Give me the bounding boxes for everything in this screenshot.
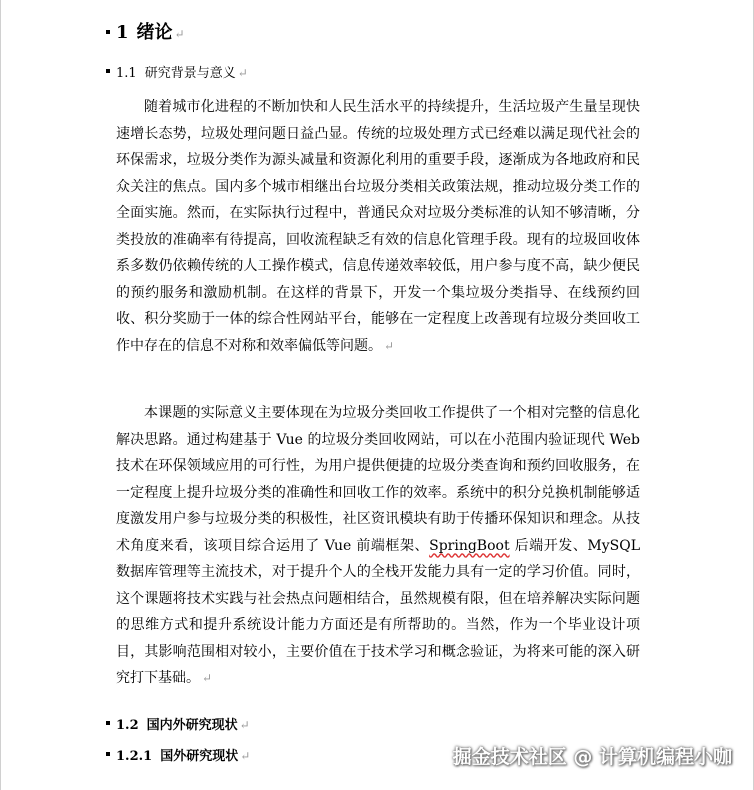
watermark-text: 掘金技术社区 @ 计算机编程小咖 [452,746,732,768]
paragraph-mark: ↵ [384,338,395,353]
heading-1-2-1 [106,745,250,764]
paragraph-mark: ↵ [240,749,251,763]
heading-1 [106,18,185,44]
list-bullet [106,721,110,725]
heading-title: 国外研究现状 [160,749,239,764]
heading-number: 1.1 [116,66,137,81]
body-paragraph-1 [116,94,640,359]
list-bullet [106,69,110,73]
paragraph-text: 本课题的实际意义主要体现在为垃圾分类回收工作提供了一个相对完整的信息化解决思路。通过构建基于 Vue 的垃圾分类回收网站，可以在小范围内验证现代 Web 技术在环保领域应用的可行性，为用户提供便捷的垃圾分类查询和预约回收服务，在一定程度上提升垃圾分类的准确性和回收工作的效率。系统中的积分兑换机制能够适度激发用户参与垃圾分类的积极性，社区资讯模块有助于传播环保知识和理念。从技术角度来看，该项目综合运用了 Vue 前端框架、 [116,405,640,554]
heading-number: 1.2 [116,718,139,733]
list-bullet [106,752,110,756]
heading-1-2 [106,714,250,733]
paragraph-text: 后端开发、MySQL 数据库管理等主流技术，对于提升个人的全栈开发能力具有一定的学习价值。同时，这个课题将技术实践与社会热点问题相结合，虽然规模有限，但在培养解决实际问题的思维方式和提升系统设计能力方面还是有所帮助的。当然，作为一个毕业设计项目，其影响范围相对较小，主要价值在于技术学习和概念验证，为将来可能的深入研究打下基础。 [116,537,640,686]
page-border-left [0,0,1,790]
heading-title: 绪论 [136,22,173,43]
paragraph-mark: ↵ [239,718,250,732]
spellcheck-word: SpringBoot [429,537,510,554]
paragraph-mark: ↵ [237,66,248,80]
heading-title: 国内外研究现状 [146,718,238,733]
heading-1-1 [106,62,248,81]
paragraph-text: 随着城市化进程的不断加快和人民生活水平的持续提升，生活垃圾产生量呈现快速增长态势，垃圾处理问题日益凸显。传统的垃圾处理方式已经难以满足现代社会的环保需求，垃圾分类作为源头减量和资源化利用的重要手段，逐渐成为各地政府和民众关注的焦点。国内多个城市相继出台垃圾分类相关政策法规，推动垃圾分类工作的全面实施。然而，在实际执行过程中，普通民众对垃圾分类标准的认知不够清晰，分类投放的准确率有待提高，回收流程缺乏有效的信息化管理手段。现有的垃圾回收体系多数仍依赖传统的人工操作模式，信息传递效率较低，用户参与度不高，缺少便民的预约服务和激励机制。在这样的背景下，开发一个集垃圾分类指导、在线预约回收、积分奖励于一体的综合性网站平台，能够在一定程度上改善现有垃圾分类回收工作中存在的信息不对称和效率偏低等问题。 [116,99,640,354]
paragraph-mark: ↵ [174,27,185,41]
heading-title: 研究背景与意义 [144,66,236,81]
list-bullet [106,30,110,34]
paragraph-mark: ↵ [202,671,213,685]
heading-number: 1 [116,22,129,43]
body-paragraph-2 [116,400,640,692]
heading-number: 1.2.1 [116,749,153,764]
